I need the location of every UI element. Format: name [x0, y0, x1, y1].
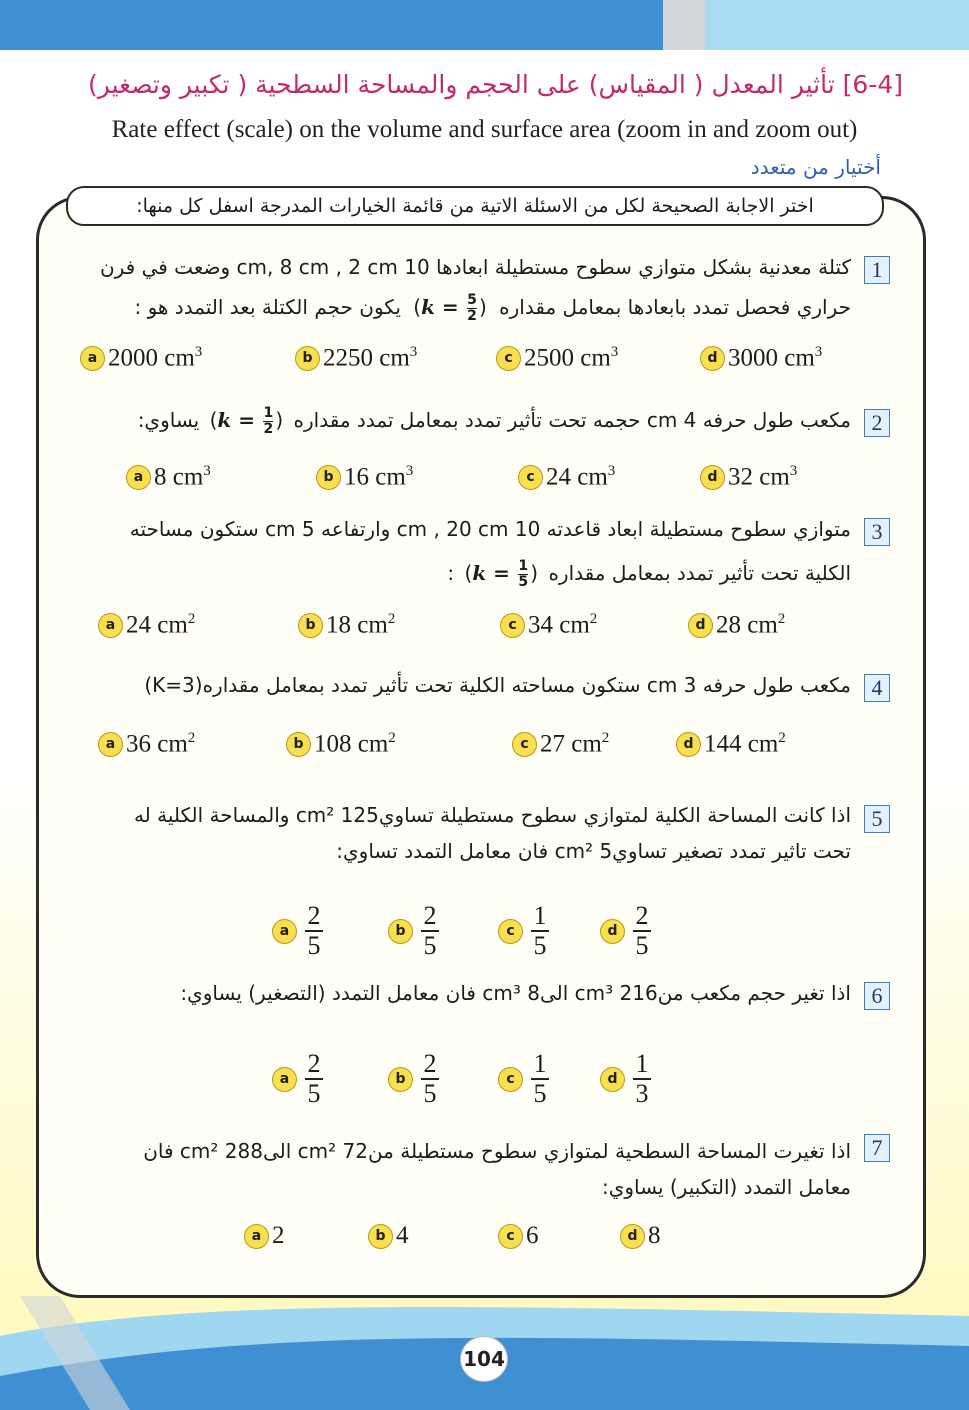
option-letter: c — [498, 1067, 523, 1092]
question-text: مكعب طول حرفه 3 cm ستكون مساحته الكلية تحت تأثير تمدد بمعامل مقداره(K=3) — [144, 673, 851, 697]
option-c[interactable] — [498, 1046, 549, 1112]
option-a[interactable] — [80, 342, 202, 374]
option-value: 2250 $cm^3$ — [323, 343, 418, 372]
option-fraction: $\frac{2}{5}$ — [305, 1050, 323, 1108]
question-number: 6 — [864, 982, 890, 1010]
option-letter: b — [388, 919, 413, 944]
option-fraction: $\frac{2}{5}$ — [421, 1050, 439, 1108]
option-a[interactable] — [126, 461, 211, 493]
option-letter: a — [98, 732, 123, 757]
option-letter: a — [244, 1224, 269, 1249]
option-fraction: $\frac{1}{5}$ — [531, 1050, 549, 1108]
question-text — [138, 403, 851, 437]
option-letter: b — [298, 613, 323, 638]
k-formula: (k = $\frac{1}{2}$ ) — [209, 404, 284, 438]
option-value: 4 — [396, 1222, 409, 1249]
question-number: 4 — [864, 674, 890, 702]
top-band-gray — [663, 0, 705, 50]
k-formula: (k = $\frac{1}{5}$ ) — [464, 557, 539, 591]
option-fraction: $\frac{2}{5}$ — [421, 902, 439, 960]
option-letter: a — [80, 346, 105, 371]
option-c[interactable] — [496, 342, 618, 374]
section-title-english: Rate effect (scale) on the volume and surface area (zoom in and zoom out) — [111, 116, 858, 143]
question-text: متوازي سطوح مستطيلة ابعاد قاعدته 10 cm , 20 cm وارتفاعه 5 cm ستكون مساحته — [129, 517, 851, 541]
option-c[interactable] — [518, 461, 615, 493]
top-band-light — [705, 0, 969, 50]
question-text-part: حراري فحصل تمدد بابعادها بمعامل مقداره — [499, 295, 851, 319]
question-text-part: مكعب طول حرفه 4 cm حجمه تحت تأثير تمدد بمعامل تمدد مقداره — [293, 408, 851, 432]
option-letter: a — [126, 465, 151, 490]
option-value: 6 — [526, 1222, 539, 1249]
question-text: اذا تغير حجم مكعب من216 cm³ الى8 cm³ فان معامل التمدد (التصغير) يساوي: — [180, 981, 851, 1005]
option-value: 8 $cm^3$ — [154, 462, 211, 491]
question-text-part: الكلية تحت تأثير تمدد بمعامل مقداره — [548, 561, 851, 585]
section-subtitle: أختيار من متعدد — [750, 155, 881, 179]
question-text: اذا كانت المساحة الكلية لمتوازي سطوح مستطيلة تساوي125 cm² والمساحة الكلية له — [133, 803, 851, 827]
option-letter: d — [676, 732, 701, 757]
option-fraction: $\frac{1}{5}$ — [531, 902, 549, 960]
option-value: 2 — [272, 1222, 285, 1249]
option-value: 16 $cm^3$ — [344, 462, 414, 491]
option-d[interactable] — [600, 1046, 651, 1112]
option-letter: c — [498, 919, 523, 944]
option-letter: b — [388, 1067, 413, 1092]
option-b[interactable] — [388, 898, 439, 964]
option-b[interactable] — [388, 1046, 439, 1112]
option-a[interactable] — [272, 1046, 323, 1112]
question-number: 2 — [864, 409, 890, 437]
option-letter: c — [498, 1224, 523, 1249]
option-letter: b — [295, 346, 320, 371]
option-d[interactable] — [676, 728, 786, 760]
option-letter: c — [518, 465, 543, 490]
option-value: 2000 $cm^3$ — [108, 343, 203, 372]
option-value: 18 $cm^2$ — [326, 610, 396, 639]
option-a[interactable] — [272, 898, 323, 964]
option-letter: d — [700, 346, 725, 371]
option-value: 144 $cm^2$ — [704, 729, 786, 758]
option-fraction: $\frac{2}{5}$ — [633, 902, 651, 960]
option-a[interactable] — [98, 728, 195, 760]
option-letter: a — [98, 613, 123, 638]
question-number: 3 — [864, 518, 890, 546]
question-text-part: : — [447, 561, 455, 585]
question-text-part: يساوي: — [137, 408, 200, 432]
option-c[interactable] — [500, 609, 597, 641]
option-b[interactable] — [298, 609, 395, 641]
option-letter: a — [272, 919, 297, 944]
option-d[interactable] — [620, 1220, 661, 1252]
option-letter: b — [286, 732, 311, 757]
option-letter: c — [512, 732, 537, 757]
option-d[interactable] — [600, 898, 651, 964]
option-letter: c — [500, 613, 525, 638]
option-c[interactable] — [498, 1220, 539, 1252]
section-title-arabic: [6-4] تأثير المعدل ( المقياس) على الحجم والمساحة السطحية ( تكبير وتصغير) — [88, 70, 903, 99]
option-b[interactable] — [286, 728, 396, 760]
question-number: 5 — [864, 805, 890, 833]
option-c[interactable] — [498, 898, 549, 964]
question-text: تحت تاثير تمدد تصغير تساوي5 cm² فان معامل التمدد تساوي: — [336, 839, 851, 863]
option-letter: b — [316, 465, 341, 490]
option-a[interactable] — [244, 1220, 285, 1252]
option-value: 34 $cm^2$ — [528, 610, 598, 639]
option-letter: d — [620, 1224, 645, 1249]
option-value: 36 $cm^2$ — [126, 729, 196, 758]
option-value: 32 $cm^3$ — [728, 462, 798, 491]
option-fraction: $\frac{2}{5}$ — [305, 902, 323, 960]
question-text — [447, 556, 851, 590]
option-letter: d — [688, 613, 713, 638]
option-value: 27 $cm^2$ — [540, 729, 610, 758]
question-number: 7 — [864, 1134, 890, 1162]
question-text: اذا تغيرت المساحة السطحية لمتوازي سطوح مستطيلة من72 cm² الى288 cm² فان — [143, 1139, 851, 1163]
k-formula: (k = $\frac{5}{2}$ ) — [413, 291, 487, 325]
option-d[interactable] — [688, 609, 785, 641]
page-number: 104 — [460, 1336, 508, 1382]
option-a[interactable] — [98, 609, 195, 641]
option-fraction: $\frac{1}{3}$ — [633, 1050, 651, 1108]
option-value: 108 $cm^2$ — [314, 729, 396, 758]
top-band-blue — [0, 0, 663, 50]
question-number: 1 — [864, 256, 890, 284]
option-letter: d — [600, 919, 625, 944]
question-text: معامل التمدد (التكبير) يساوي: — [601, 1175, 851, 1199]
option-letter: d — [700, 465, 725, 490]
question-text-part: يكون حجم الكتلة بعد التمدد هو : — [134, 295, 401, 319]
option-c[interactable] — [512, 728, 609, 760]
instruction-box: اختر الاجابة الصحيحة لكل من الاسئلة الاتية من قائمة الخيارات المدرجة اسفل كل منها: — [66, 186, 884, 226]
option-letter: b — [368, 1224, 393, 1249]
option-letter: c — [496, 346, 521, 371]
option-d[interactable] — [700, 342, 822, 374]
option-d[interactable] — [700, 461, 797, 493]
option-value: 3000 $cm^3$ — [728, 343, 823, 372]
option-letter: d — [600, 1067, 625, 1092]
question-text: كتلة معدنية بشكل متوازي سطوح مستطيلة ابعادها 10 cm, 8 cm , 2 cm وضعت في فرن — [99, 255, 851, 279]
option-value: 8 — [648, 1222, 661, 1249]
option-b[interactable] — [368, 1220, 409, 1252]
option-value: 2500 $cm^3$ — [524, 343, 619, 372]
option-b[interactable] — [316, 461, 413, 493]
option-b[interactable] — [295, 342, 417, 374]
option-value: 28 $cm^2$ — [716, 610, 786, 639]
question-text — [134, 290, 851, 324]
option-letter: a — [272, 1067, 297, 1092]
option-value: 24 $cm^3$ — [546, 462, 616, 491]
option-value: 24 $cm^2$ — [126, 610, 196, 639]
